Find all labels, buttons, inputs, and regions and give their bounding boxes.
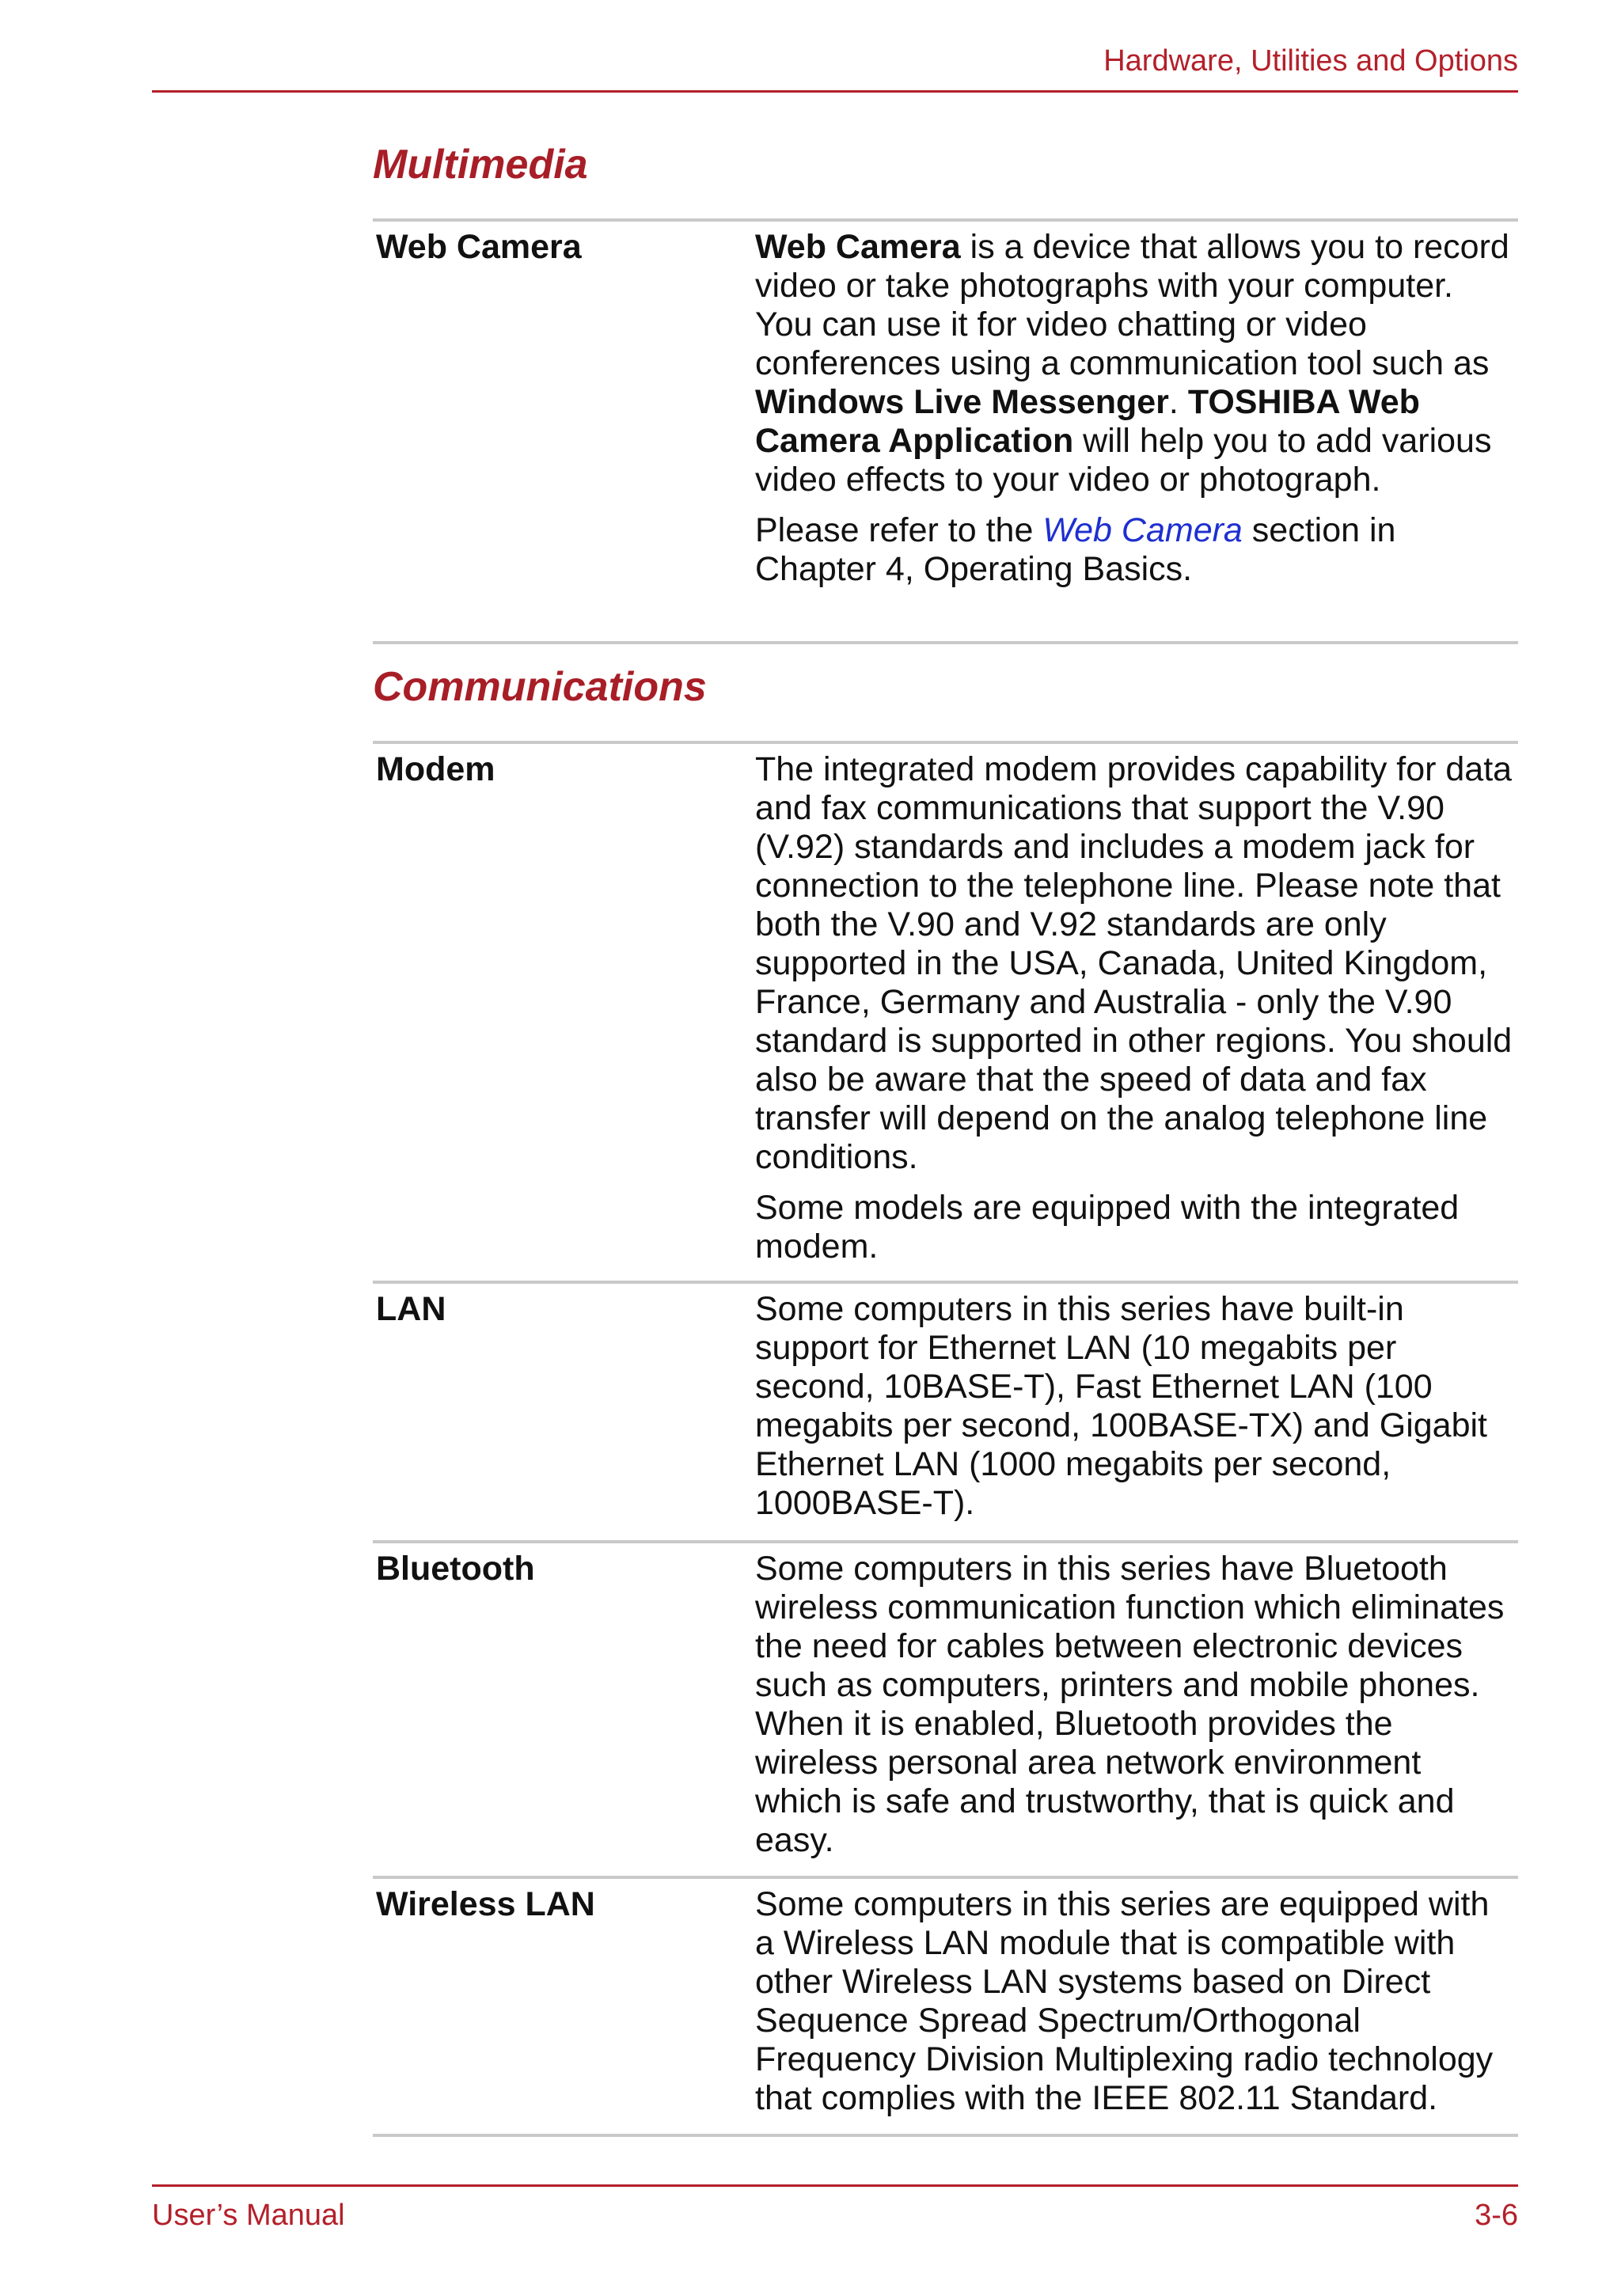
desc-bluetooth bbox=[755, 1550, 1515, 1860]
desc-modem-paragraph: The integrated modem provides capability for data and fax communications that support the V.90 (V.92) standards and includes a modem jack for connection to the telephone line. Please note that both the V.90 and V.92 standards are only supported in the USA, Canada, United Kingdom, France, Germany and Australia - only the V.90 standard is supported in other regions. You should also be aware that the speed of data and fax transfer will depend on the analog telephone line conditions. bbox=[755, 750, 1513, 1176]
section-title-multimedia: Multimedia bbox=[373, 142, 588, 188]
table-divider bbox=[373, 1281, 1518, 1284]
term-lan: LAN bbox=[376, 1290, 446, 1328]
desc-modem bbox=[755, 750, 1515, 1266]
term-modem: Modem bbox=[376, 750, 495, 788]
table-divider bbox=[373, 1540, 1518, 1543]
table-divider bbox=[373, 1876, 1518, 1879]
header-divider bbox=[152, 90, 1518, 93]
inline-bold: TOSHIBA Web Camera Application bbox=[755, 383, 1420, 460]
running-header: Hardware, Utilities and Options bbox=[1103, 44, 1518, 78]
footer-divider bbox=[152, 2184, 1518, 2187]
inline-text: Please refer to the bbox=[755, 511, 1043, 549]
term-web-camera: Web Camera bbox=[376, 228, 582, 266]
desc-web-camera bbox=[755, 228, 1515, 589]
term-bluetooth: Bluetooth bbox=[376, 1550, 535, 1588]
desc-web-camera-reference bbox=[755, 511, 1515, 589]
table-divider bbox=[373, 218, 1518, 222]
inline-bold: Web Camera bbox=[755, 228, 961, 266]
desc-web-camera-paragraph bbox=[755, 228, 1515, 499]
desc-lan-paragraph: Some computers in this series have built-in support for Ethernet LAN (10 megabits per second, 10BASE-T), Fast Ethernet LAN (100 megabits per second, 100BASE-TX) and Gigabit Ethernet LAN (1000 megabits per second, 1000BASE-T). bbox=[755, 1290, 1488, 1522]
inline-text: is a device that allows you to record video or take photographs with your computer. You can use it for video chatting or video conferences using a communication tool such as bbox=[755, 228, 1509, 382]
desc-wireless-lan bbox=[755, 1885, 1515, 2118]
web-camera-link[interactable]: Web Camera bbox=[1042, 511, 1243, 549]
inline-text: . bbox=[1168, 383, 1188, 421]
inline-text: section in Chapter 4, Operating Basics. bbox=[755, 511, 1396, 588]
term-wireless-lan: Wireless LAN bbox=[376, 1885, 595, 1923]
inline-bold: Windows Live Messenger bbox=[755, 383, 1169, 421]
desc-bluetooth-paragraph: Some computers in this series have Bluetooth wireless communication function which eliminates the need for cables between electronic devices such as computers, printers and mobile phones. When it is enabled, Bluetooth provides the wireless personal area network environment which is safe and trustworthy, that is quick and easy. bbox=[755, 1550, 1505, 1859]
section-title-communications: Communications bbox=[373, 664, 707, 710]
desc-modem-note: Some models are equipped with the integrated modem. bbox=[755, 1189, 1460, 1266]
table-divider bbox=[373, 641, 1518, 644]
footer-manual-title: User’s Manual bbox=[152, 2199, 345, 2232]
desc-wireless-lan-paragraph: Some computers in this series are equipped with a Wireless LAN module that is compatible with other Wireless LAN systems based on Direct Sequence Spread Spectrum/Orthogonal Frequency Division Multiplexing radio technology that complies with the IEEE 802.11 Standard. bbox=[755, 1885, 1494, 2117]
inline-text: will help you to add various video effects to your video or photograph. bbox=[755, 422, 1492, 499]
table-divider bbox=[373, 741, 1518, 744]
table-divider bbox=[373, 2134, 1518, 2137]
desc-lan bbox=[755, 1290, 1515, 1523]
page-number: 3-6 bbox=[1475, 2199, 1518, 2232]
